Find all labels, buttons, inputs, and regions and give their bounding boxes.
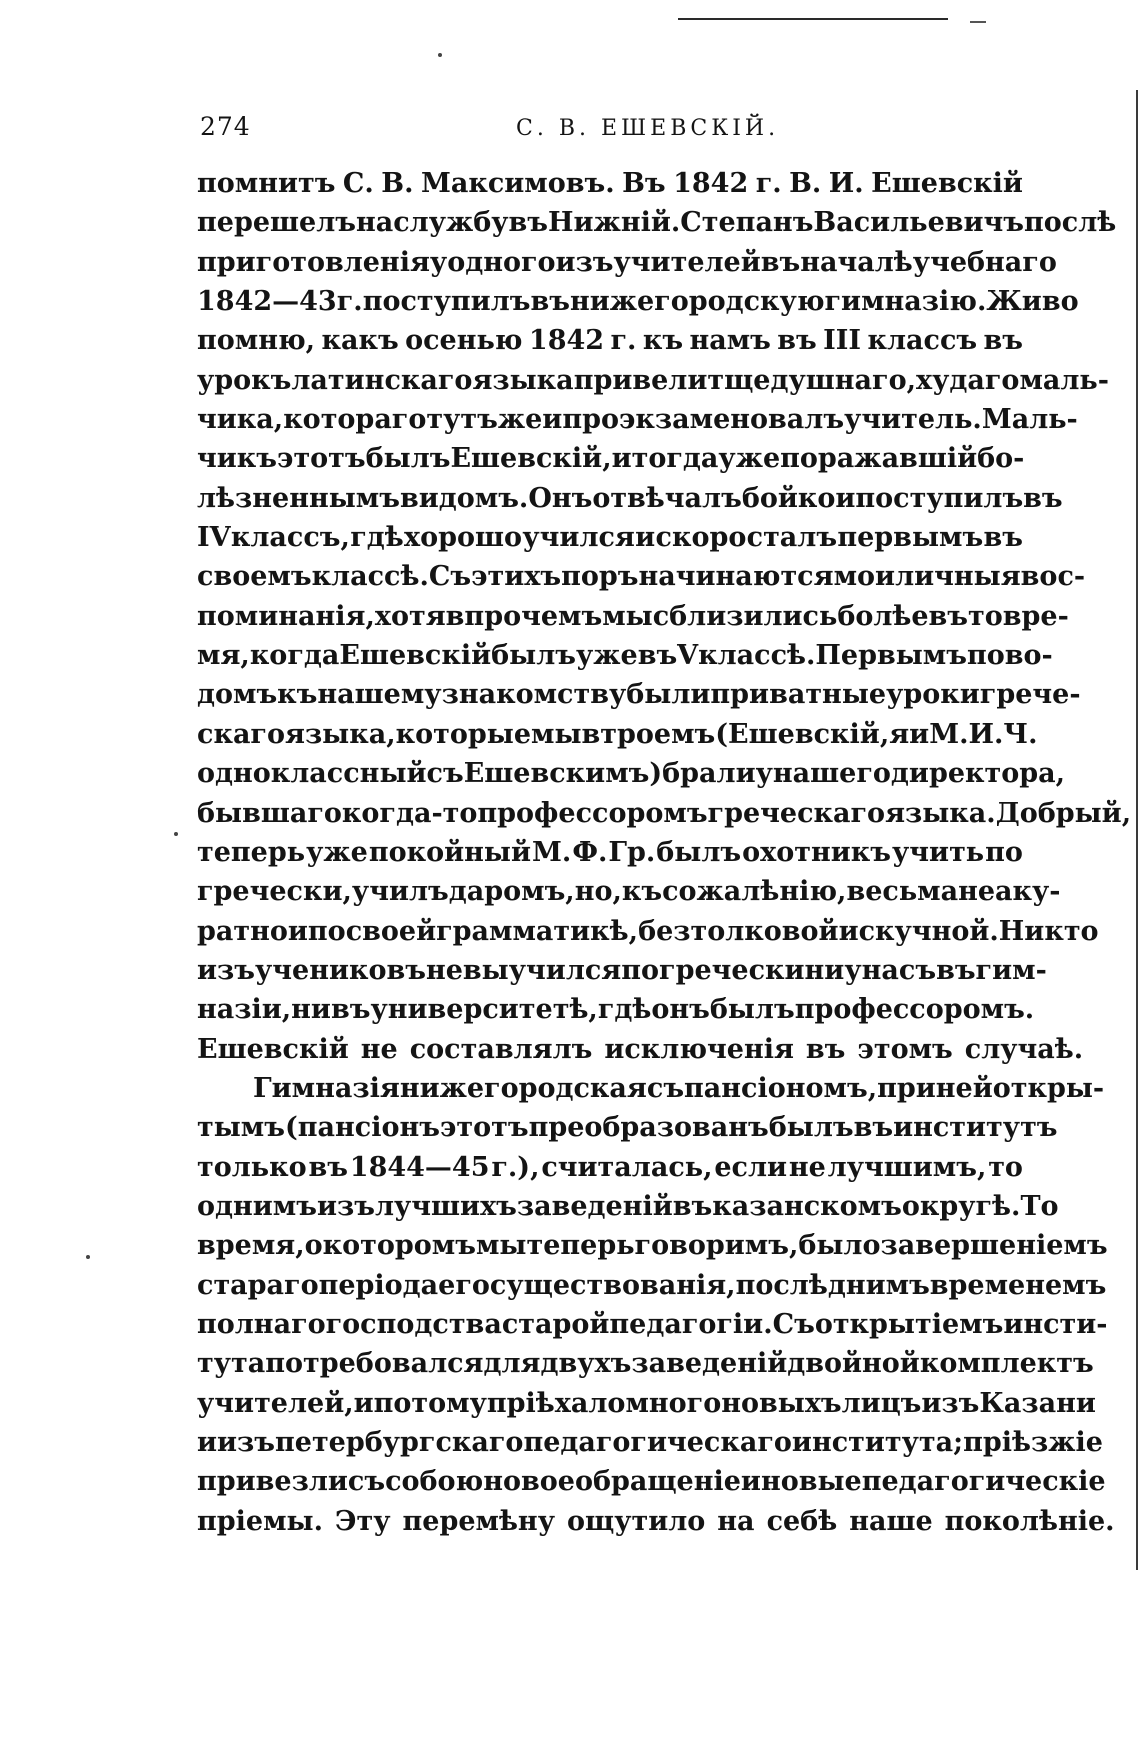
text-line: 1842—43 г. поступилъ въ нижегородскую гимназію. Живо bbox=[197, 286, 1079, 318]
text-line: одноклассный съ Ешевскимъ) брали у нашего директора, bbox=[197, 758, 1066, 790]
text-line: урокъ латинскаго языка привели тщедушнаго, худаго маль- bbox=[197, 364, 1109, 396]
text-line: стараго періода его существованія, послѣднимъ временемъ bbox=[197, 1269, 1107, 1301]
text-line: поминанія, хотя впрочемъ мы сблизились болѣе въ то вре- bbox=[197, 600, 1069, 632]
body-text bbox=[197, 164, 1132, 1541]
text-line: только въ 1844—45 г.), считалась, если не лучшимъ, то bbox=[197, 1151, 1023, 1183]
text-line: мя, когда Ешевскій былъ уже въ V классѣ. Первымъ пово- bbox=[197, 640, 1053, 672]
text-line: тута потребовался для двухъ заведеній двойной комплектъ bbox=[197, 1348, 1094, 1380]
text-line: теперь уже покойный М. Ф. Гр. былъ охотникъ учить по bbox=[197, 836, 1023, 868]
text-line: пріемы. Эту перемѣну ощутило на себѣ наше поколѣніе. bbox=[197, 1505, 1115, 1537]
text-line: своемъ классѣ. Съ этихъ поръ начинаются мои личныя вос- bbox=[197, 561, 1086, 593]
text-line: чикъ этотъ былъ Ешевскій, и тогда уже поражавшій бо- bbox=[197, 443, 1025, 475]
text-line: домъ къ нашему знакомству были приватные уроки грече- bbox=[197, 679, 1081, 711]
text-line: тымъ (пансіонъ этотъ преобразованъ былъ въ институтъ bbox=[197, 1112, 1058, 1144]
text-line: приготовленія у одного изъ учителей въ началѣ учебнаго bbox=[197, 246, 1057, 278]
text-line: гречески, училъ даромъ, но, къ сожалѣнію, весьма неаку- bbox=[197, 876, 1061, 908]
top-rule-fragment bbox=[970, 21, 986, 23]
text-line: привезли съ собою новое обращеніе и новые педагогическіе bbox=[197, 1466, 1106, 1498]
text-line: назіи, ни въ университетѣ, гдѣ онъ былъ профессоромъ. bbox=[197, 994, 1035, 1026]
text-line: лѣзненнымъ видомъ. Онъ отвѣчалъ бойко и поступилъ въ bbox=[197, 482, 1063, 514]
text-line: перешелъ на службу въ Нижній. Степанъ Васильевичъ послѣ bbox=[197, 207, 1117, 239]
text-line: скаго языка, которые мы втроемъ (Ешевскій, я и М. И. Ч. bbox=[197, 718, 1038, 750]
speck bbox=[174, 832, 178, 836]
text-line: время, о которомъ мы теперь говоримъ, было завершеніемъ bbox=[197, 1230, 1108, 1262]
text-line: IV классъ, гдѣ хорошо учился и скоро сталъ первымъ въ bbox=[197, 522, 1023, 554]
text-line: изъ учениковъ не выучился по гречески ни у насъ въ гим- bbox=[197, 954, 1047, 986]
text-line: Гимназія нижегородская съ пансіономъ, при ней откры- bbox=[253, 1072, 1105, 1104]
text-line: и изъ петербургскаго педагогическаго института; пріѣзжіе bbox=[197, 1427, 1103, 1458]
text-line: бывшаго когда-то профессоромъ греческаго языка. Добрый, bbox=[197, 797, 1132, 829]
text-line: однимъ изъ лучшихъ заведеній въ казанскомъ округѣ. То bbox=[197, 1190, 1059, 1222]
text-line: учителей, и потому пріѣхало много новыхъ лицъ изъ Казани bbox=[197, 1387, 1096, 1419]
page-edge-line bbox=[1136, 90, 1138, 1570]
running-head: С. В. ЕШЕВСКІЙ. bbox=[516, 116, 780, 141]
top-rule bbox=[678, 18, 948, 20]
text-line: чика, котораго тутъ же и проэкзаменовалъ учитель. Маль- bbox=[197, 404, 1078, 436]
speck bbox=[86, 1255, 90, 1259]
page-number: 274 bbox=[200, 112, 251, 141]
text-line: Ешевскій не составлялъ исключенія въ этомъ случаѣ. bbox=[197, 1033, 1084, 1065]
text-line: полнаго господства старой педагогіи. Съ открытіемъ инсти- bbox=[197, 1308, 1108, 1340]
speck bbox=[438, 53, 442, 57]
text-line: помню, какъ осенью 1842 г. къ намъ въ III классъ въ bbox=[197, 325, 1023, 357]
text-line: помнитъ С. В. Максимовъ. Въ 1842 г. В. И. Ешевскій bbox=[197, 168, 1023, 199]
text-line: ратно и по своей грамматикѣ, безтолковой и скучной. Никто bbox=[197, 915, 1099, 947]
